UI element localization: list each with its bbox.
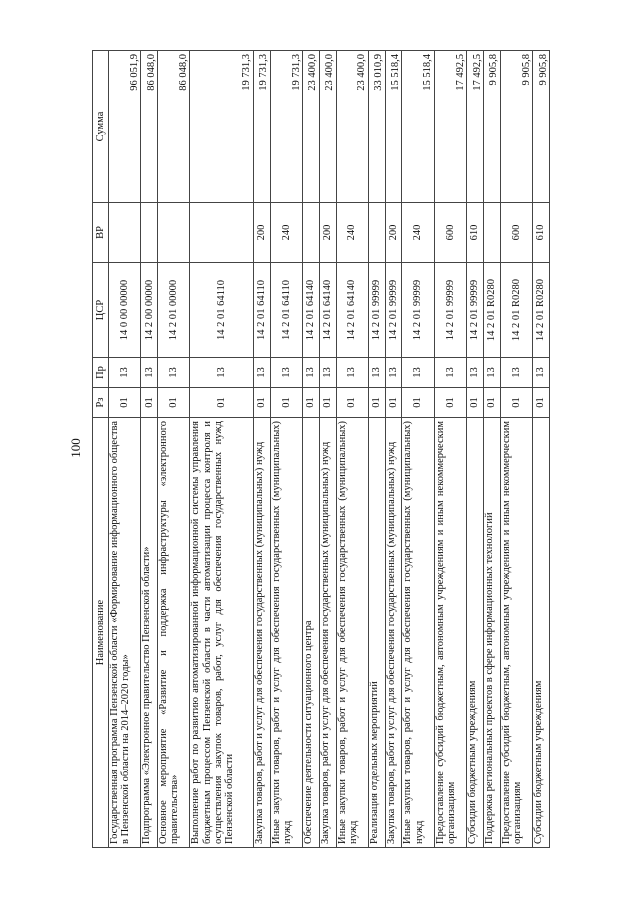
table-row <box>385 51 402 848</box>
header-csr: ЦСР <box>93 263 109 358</box>
row-vr: 610 <box>467 203 484 263</box>
row-csr: 14 2 01 99999 <box>467 263 484 358</box>
row-vr <box>141 203 158 263</box>
table-row <box>434 51 466 848</box>
row-name: Субсидии бюджетным учреждениям <box>467 418 484 848</box>
row-rz: 01 <box>141 388 158 418</box>
row-csr: 14 2 00 00000 <box>141 263 158 358</box>
row-rz: 01 <box>402 388 434 418</box>
row-name: Иные закупки товаров, работ и услуг для обеспечения государственных (муниципальных) нужд <box>270 418 302 848</box>
row-sum: 19 731,3 <box>253 51 270 203</box>
row-rz: 01 <box>158 388 190 418</box>
row-pr: 13 <box>109 358 141 388</box>
row-pr: 13 <box>158 358 190 388</box>
row-csr: 14 2 01 R0280 <box>500 263 532 358</box>
rotated-table-wrapper <box>92 51 550 848</box>
row-sum: 23 400,0 <box>319 51 336 203</box>
row-vr <box>158 203 190 263</box>
table-row <box>253 51 270 848</box>
row-rz: 01 <box>190 388 253 418</box>
row-name: Обеспечение деятельности ситуационного центра <box>302 418 319 848</box>
row-name: Закупка товаров, работ и услуг для обеспечения государственных (муниципальных) нужд <box>385 418 402 848</box>
row-pr: 13 <box>319 358 336 388</box>
row-vr: 200 <box>253 203 270 263</box>
row-csr: 14 2 01 R0280 <box>533 263 550 358</box>
row-name: Субсидии бюджетным учреждениям <box>533 418 550 848</box>
row-pr: 13 <box>434 358 466 388</box>
row-csr: 14 2 01 00000 <box>158 263 190 358</box>
table-row <box>302 51 319 848</box>
row-rz: 01 <box>533 388 550 418</box>
row-rz: 01 <box>467 388 484 418</box>
row-pr: 13 <box>402 358 434 388</box>
row-csr: 14 2 01 99999 <box>385 263 402 358</box>
row-sum: 86 048,0 <box>158 51 190 203</box>
row-pr: 13 <box>467 358 484 388</box>
row-sum: 15 518,4 <box>402 51 434 203</box>
header-name: Наименование <box>93 418 109 848</box>
table-row <box>270 51 302 848</box>
row-vr: 200 <box>319 203 336 263</box>
row-pr: 13 <box>190 358 253 388</box>
header-rz: Рз <box>93 388 109 418</box>
row-csr: 14 2 01 64110 <box>253 263 270 358</box>
row-rz: 01 <box>336 388 368 418</box>
table-row <box>368 51 385 848</box>
row-vr <box>302 203 319 263</box>
table-row <box>500 51 532 848</box>
table-row <box>402 51 434 848</box>
row-sum: 9 905,8 <box>500 51 532 203</box>
row-csr: 14 2 01 64110 <box>190 263 253 358</box>
row-name: Поддержка региональных проектов в сфере информационных технологий <box>483 418 500 848</box>
row-csr: 14 2 01 99999 <box>368 263 385 358</box>
table-row <box>190 51 253 848</box>
row-rz: 01 <box>270 388 302 418</box>
row-pr: 13 <box>500 358 532 388</box>
row-vr: 610 <box>533 203 550 263</box>
row-rz: 01 <box>483 388 500 418</box>
row-pr: 13 <box>253 358 270 388</box>
table-row <box>483 51 500 848</box>
table-row <box>109 51 141 848</box>
row-csr: 14 2 01 64140 <box>302 263 319 358</box>
row-vr <box>368 203 385 263</box>
row-csr: 14 2 01 R0280 <box>483 263 500 358</box>
row-pr: 13 <box>368 358 385 388</box>
table-row <box>467 51 484 848</box>
row-name: Реализация отдельных мероприятий <box>368 418 385 848</box>
row-vr <box>109 203 141 263</box>
row-sum: 15 518,4 <box>385 51 402 203</box>
row-csr: 14 2 01 99999 <box>402 263 434 358</box>
header-pr: Пр <box>93 358 109 388</box>
row-pr: 13 <box>336 358 368 388</box>
row-pr: 13 <box>385 358 402 388</box>
row-sum: 19 731,3 <box>190 51 253 203</box>
row-sum: 33 010,9 <box>368 51 385 203</box>
row-sum: 19 731,3 <box>270 51 302 203</box>
table-row <box>533 51 550 848</box>
header-vr: ВР <box>93 203 109 263</box>
row-name: Подпрограмма «Электронное правительство Пензенской области» <box>141 418 158 848</box>
row-rz: 01 <box>434 388 466 418</box>
row-vr: 240 <box>336 203 368 263</box>
row-name: Государственная программа Пензенской области «Формирование информационного общества в Пензенской области на 2014–2020 годы» <box>109 418 141 848</box>
page-number: 100 <box>68 438 83 458</box>
row-rz: 01 <box>368 388 385 418</box>
row-rz: 01 <box>253 388 270 418</box>
row-csr: 14 0 00 00000 <box>109 263 141 358</box>
table-row <box>141 51 158 848</box>
table-row <box>158 51 190 848</box>
row-sum: 17 492,5 <box>467 51 484 203</box>
row-vr <box>190 203 253 263</box>
row-vr: 600 <box>500 203 532 263</box>
budget-table <box>92 50 550 848</box>
row-pr: 13 <box>302 358 319 388</box>
row-csr: 14 2 01 64110 <box>270 263 302 358</box>
row-vr: 240 <box>270 203 302 263</box>
row-csr: 14 2 01 64140 <box>336 263 368 358</box>
row-vr: 200 <box>385 203 402 263</box>
row-pr: 13 <box>483 358 500 388</box>
table-row <box>319 51 336 848</box>
row-vr: 240 <box>402 203 434 263</box>
row-sum: 96 051,9 <box>109 51 141 203</box>
table-row <box>336 51 368 848</box>
row-sum: 17 492,5 <box>434 51 466 203</box>
row-sum: 86 048,0 <box>141 51 158 203</box>
row-vr: 600 <box>434 203 466 263</box>
row-sum: 23 400,0 <box>336 51 368 203</box>
row-csr: 14 2 01 99999 <box>434 263 466 358</box>
row-csr: 14 2 01 64140 <box>319 263 336 358</box>
table-header-row <box>93 51 109 848</box>
row-name: Иные закупки товаров, работ и услуг для обеспечения государственных (муниципальных) нужд <box>336 418 368 848</box>
row-name: Закупка товаров, работ и услуг для обеспечения государственных (муниципальных) нужд <box>319 418 336 848</box>
row-rz: 01 <box>319 388 336 418</box>
row-name: Закупка товаров, работ и услуг для обеспечения государственных (муниципальных) нужд <box>253 418 270 848</box>
row-rz: 01 <box>500 388 532 418</box>
row-rz: 01 <box>109 388 141 418</box>
row-pr: 13 <box>270 358 302 388</box>
row-rz: 01 <box>385 388 402 418</box>
row-sum: 9 905,8 <box>533 51 550 203</box>
row-name: Предоставление субсидий бюджетным, автономным учреждениям и иным некоммерческим организациям <box>500 418 532 848</box>
row-sum: 23 400,0 <box>302 51 319 203</box>
row-pr: 13 <box>533 358 550 388</box>
row-rz: 01 <box>302 388 319 418</box>
row-name: Предоставление субсидий бюджетным, автономным учреждениям и иным некоммерческим организациям <box>434 418 466 848</box>
row-sum: 9 905,8 <box>483 51 500 203</box>
row-pr: 13 <box>141 358 158 388</box>
header-sum: Сумма <box>93 51 109 203</box>
row-name: Иные закупки товаров, работ и услуг для обеспечения государственных (муниципальных) нужд <box>402 418 434 848</box>
row-name: Выполнение работ по развитию автоматизированной информационной системы управления бюджетным процессом Пензенской области в части автоматизации процесса контроля и осуществления закупок товаров, работ, услуг для обеспечения государственных нужд Пензенской области <box>190 418 253 848</box>
row-vr <box>483 203 500 263</box>
row-name: Основное мероприятие «Развитие и поддержка инфраструктуры «электронного правительства» <box>158 418 190 848</box>
